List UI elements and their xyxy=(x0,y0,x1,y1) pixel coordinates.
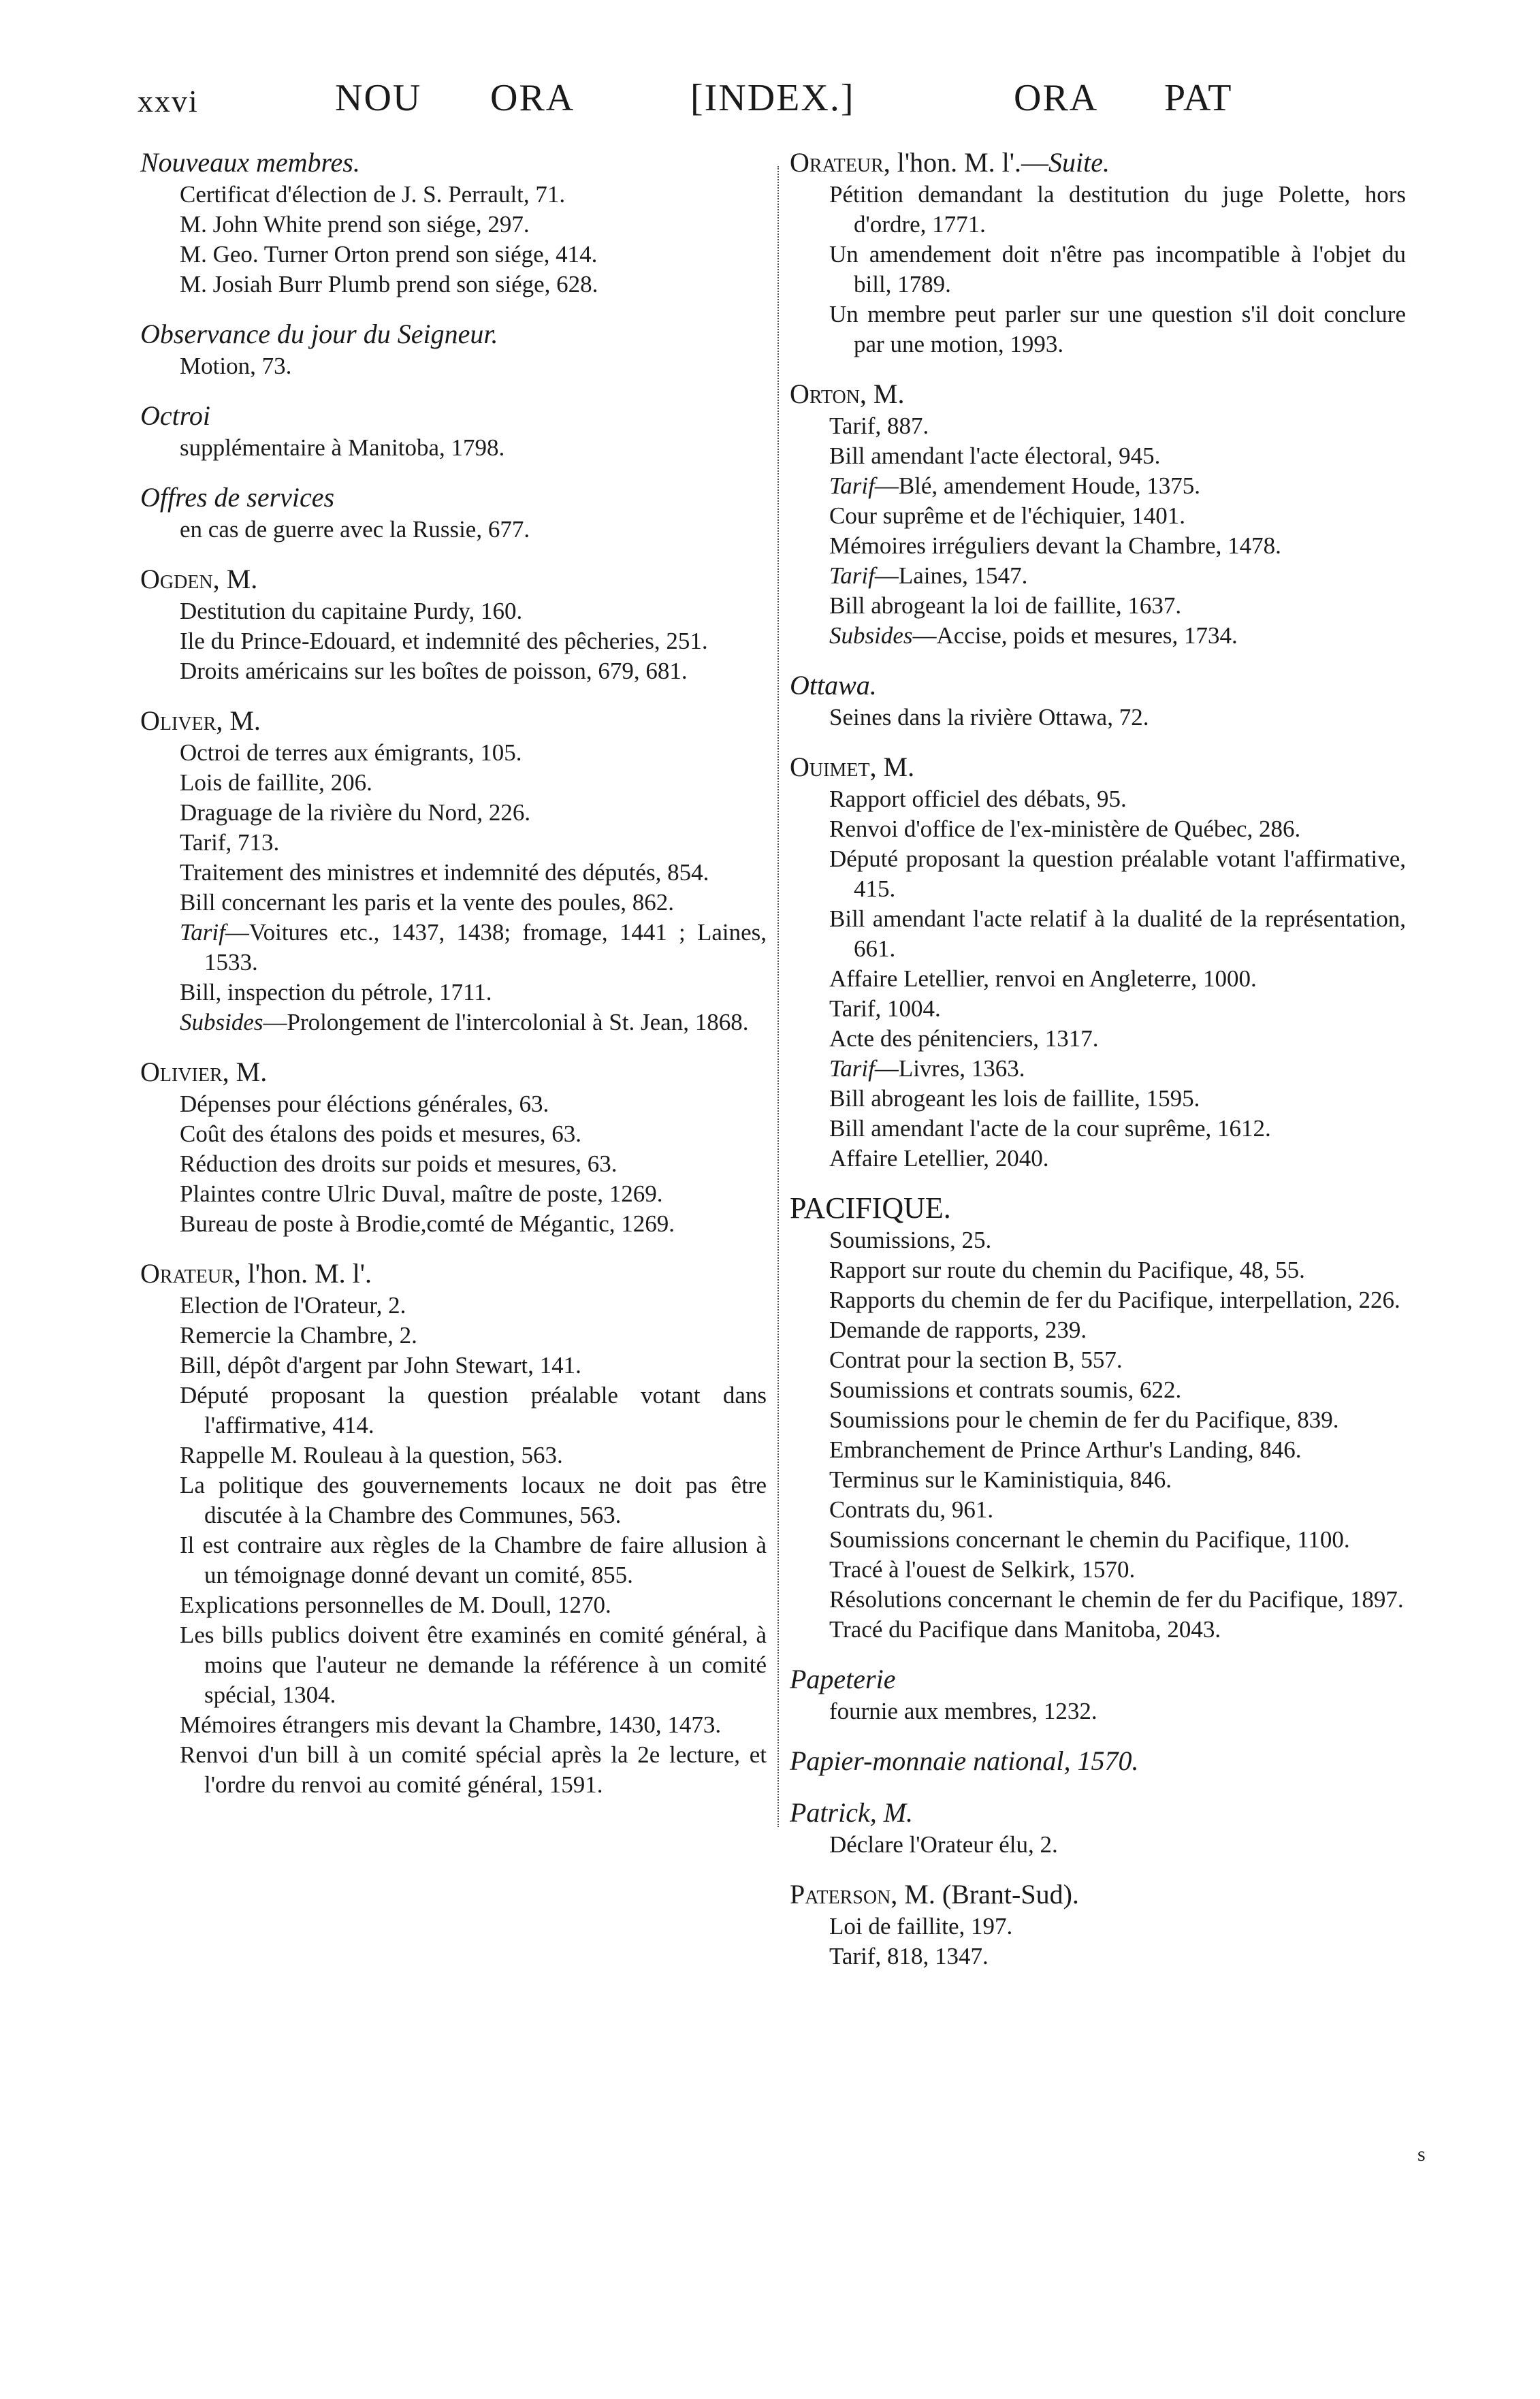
reference-label: Tarif xyxy=(829,562,875,589)
entry-heading-text: Orateur, xyxy=(140,1258,241,1289)
entry-reference: Coût des étalons des poids et mesures, 63. xyxy=(180,1121,582,1147)
index-entry-paterson xyxy=(790,1878,1406,1971)
entry-reference: Acte des pénitenciers, 1317. xyxy=(829,1025,1099,1052)
entry-reference: La politique des gouvernements locaux ne doit pas être discutée à la Chambre des Communes, 563. xyxy=(180,1472,767,1528)
entry-heading xyxy=(140,704,767,738)
entry-heading xyxy=(790,1796,1406,1830)
index-entry-patrick-m xyxy=(790,1796,1406,1860)
entry-heading-suffix: l'hon. M. l'.— xyxy=(890,147,1049,178)
entry-heading xyxy=(790,1662,1406,1696)
index-entry-offres-de-services xyxy=(140,481,767,545)
entry-reference: Remercie la Chambre, 2. xyxy=(180,1322,417,1349)
index-entry-ouimet-m xyxy=(790,750,1406,1174)
entry-reference: Embranchement de Prince Arthur's Landing, 846. xyxy=(829,1436,1302,1463)
page-header xyxy=(138,76,1377,138)
entry-reference: Résolutions concernant le chemin de fer du Pacifique, 1897. xyxy=(829,1586,1404,1613)
entry-reference: Bill abrogeant la loi de faillite, 1637. xyxy=(829,592,1182,619)
entry-reference: Tracé à l'ouest de Selkirk, 1570. xyxy=(829,1556,1136,1583)
entry-heading xyxy=(140,562,767,596)
entry-reference: Soumissions, 25. xyxy=(829,1227,992,1253)
entry-heading-text: Orateur, xyxy=(790,147,891,178)
entry-heading xyxy=(140,481,767,515)
entry-reference: Affaire Letellier, renvoi en Angleterre, 1000. xyxy=(829,965,1257,992)
index-entry-pacifique xyxy=(790,1191,1406,1645)
entry-reference xyxy=(790,1054,1406,1084)
entry-heading-text: Octroi xyxy=(140,400,210,431)
index-entry-ottawa xyxy=(790,669,1406,732)
entry-reference xyxy=(140,918,767,978)
entry-reference: Motion, 73. xyxy=(180,353,292,379)
entry-reference: Renvoi d'office de l'ex-ministère de Québec, 286. xyxy=(829,816,1301,842)
index-entry-orton-m xyxy=(790,377,1406,651)
entry-reference: Contrat pour la section B, 557. xyxy=(829,1347,1123,1373)
reference-label: Tarif xyxy=(180,919,225,946)
entry-heading-text: Offres de services xyxy=(140,482,335,513)
entry-reference: Il est contraire aux règles de la Chambre de faire allusion à un témoignage donné devant un comité, 855. xyxy=(180,1532,767,1588)
entry-heading xyxy=(140,399,767,433)
page-number: xxvi xyxy=(138,84,199,118)
entry-reference: Un amendement doit n'être pas incompatible à l'objet du bill, 1789. xyxy=(829,241,1406,297)
index-entry-orateur xyxy=(790,146,1406,359)
index-entry-oliver-m xyxy=(140,704,767,1037)
reference-text: —Blé, amendement Houde, 1375. xyxy=(874,472,1201,499)
entry-reference xyxy=(790,621,1406,651)
entry-heading xyxy=(790,146,1406,180)
guide-word-right-1: ORA xyxy=(1014,77,1099,119)
entry-reference: Mémoires étrangers mis devant la Chambre, 1430, 1473. xyxy=(180,1711,722,1738)
entry-reference xyxy=(790,471,1406,501)
entry-reference: Droits américains sur les boîtes de poisson, 679, 681. xyxy=(180,658,688,684)
entry-reference: Plaintes contre Ulric Duval, maître de poste, 1269. xyxy=(180,1180,663,1207)
entry-reference: Election de l'Orateur, 2. xyxy=(180,1292,406,1319)
entry-reference: Tarif, 887. xyxy=(829,413,929,439)
entry-reference: M. John White prend son siége, 297. xyxy=(180,211,530,238)
entry-reference: Député proposant la question préalable votant dans l'affirmative, 414. xyxy=(180,1382,767,1438)
entry-heading-suffix: M. (Brant-Sud). xyxy=(897,1879,1079,1910)
entry-heading-text: Oliver, M. xyxy=(140,705,261,736)
entry-reference: Un membre peut parler sur une question s'il doit conclure par une motion, 1993. xyxy=(829,301,1406,357)
index-entry-papeterie xyxy=(790,1662,1406,1726)
entry-reference: Bill, dépôt d'argent par John Stewart, 141. xyxy=(180,1352,581,1379)
entry-reference: Tracé du Pacifique dans Manitoba, 2043. xyxy=(829,1616,1221,1643)
index-entry-olivier-m xyxy=(140,1055,767,1239)
entry-reference xyxy=(790,561,1406,591)
entry-reference: Traitement des ministres et indemnité des députés, 854. xyxy=(180,859,709,886)
entry-reference: Bureau de poste à Brodie,comté de Mégantic, 1269. xyxy=(180,1210,675,1237)
index-entry-ogden-m xyxy=(140,562,767,686)
entry-heading-text: PACIFIQUE. xyxy=(790,1191,951,1225)
reference-text: —Voitures etc., 1437, 1438; fromage, 1441 ; Laines, 1533. xyxy=(204,919,767,976)
entry-heading xyxy=(140,146,767,180)
entry-reference: Rapport sur route du chemin du Pacifique, 48, 55. xyxy=(829,1257,1305,1283)
reference-label: Subsides xyxy=(829,622,913,649)
entry-reference: Explications personnelles de M. Doull, 1270. xyxy=(180,1592,611,1618)
reference-text: —Accise, poids et mesures, 1734. xyxy=(912,622,1238,649)
entry-heading xyxy=(140,1257,767,1291)
reference-text: —Livres, 1363. xyxy=(874,1055,1025,1082)
entry-reference: Cour suprême et de l'échiquier, 1401. xyxy=(829,502,1185,529)
entry-reference: Destitution du capitaine Purdy, 160. xyxy=(180,598,523,624)
entry-heading-text: Olivier, M. xyxy=(140,1057,268,1087)
entry-reference: Rapports du chemin de fer du Pacifique, interpellation, 226. xyxy=(829,1287,1400,1313)
entry-reference: Soumissions concernant le chemin du Pacifique, 1100. xyxy=(829,1526,1350,1553)
entry-reference: Lois de faillite, 206. xyxy=(180,769,372,796)
entry-heading-text: Paterson, xyxy=(790,1879,898,1910)
margin-mark: s xyxy=(1417,2143,1426,2165)
entry-reference: Bill amendant l'acte de la cour suprême, 1612. xyxy=(829,1115,1271,1142)
entry-reference: Demande de rapports, 239. xyxy=(829,1317,1087,1343)
entry-reference: Rappelle M. Rouleau à la question, 563. xyxy=(180,1442,563,1468)
entry-reference: supplémentaire à Manitoba, 1798. xyxy=(180,434,505,461)
index-entry-observance-du-jour-du-seigneur xyxy=(140,317,767,381)
entry-heading-text: Ogden, M. xyxy=(140,564,258,594)
left-column xyxy=(140,146,767,1818)
index-columns xyxy=(0,146,1540,2365)
entry-reference: Seines dans la rivière Ottawa, 72. xyxy=(829,704,1149,730)
entry-reference: Les bills publics doivent être examinés en comité général, à moins que l'auteur ne demande la référence à un comité spécial, 1304. xyxy=(180,1622,767,1708)
entry-reference: en cas de guerre avec la Russie, 677. xyxy=(180,516,530,543)
entry-reference: Draguage de la rivière du Nord, 226. xyxy=(180,799,531,826)
entry-reference: Tarif, 818, 1347. xyxy=(829,1943,989,1969)
entry-reference: M. Josiah Burr Plumb prend son siége, 628. xyxy=(180,271,598,297)
reference-text: —Laines, 1547. xyxy=(874,562,1028,589)
entry-heading xyxy=(790,1878,1406,1912)
column-divider xyxy=(777,166,779,1827)
index-entry-nouveaux-membres xyxy=(140,146,767,300)
entry-reference: Soumissions pour le chemin de fer du Pacifique, 839. xyxy=(829,1406,1339,1433)
entry-reference: Soumissions et contrats soumis, 622. xyxy=(829,1376,1182,1403)
entry-heading xyxy=(140,317,767,351)
entry-heading xyxy=(790,669,1406,703)
entry-heading xyxy=(790,377,1406,411)
entry-heading-text: Patrick, M. xyxy=(790,1797,914,1828)
entry-reference: Tarif, 1004. xyxy=(829,995,941,1022)
entry-reference: M. Geo. Turner Orton prend son siége, 414. xyxy=(180,241,598,268)
right-column xyxy=(790,146,1406,1989)
entry-reference: Réduction des droits sur poids et mesures, 63. xyxy=(180,1150,617,1177)
entry-reference: Bill abrogeant les lois de faillite, 1595. xyxy=(829,1085,1200,1112)
entry-heading xyxy=(140,1055,767,1089)
entry-reference: Bill, inspection du pétrole, 1711. xyxy=(180,979,492,1005)
entry-heading xyxy=(790,750,1406,784)
entry-heading xyxy=(790,1744,1406,1778)
entry-reference: Député proposant la question préalable votant l'affirmative, 415. xyxy=(829,846,1406,902)
entry-reference: Mémoires irréguliers devant la Chambre, 1478. xyxy=(829,532,1281,559)
entry-reference: Rapport officiel des débats, 95. xyxy=(829,786,1127,812)
entry-heading-suffix: l'hon. M. l'. xyxy=(240,1258,372,1289)
index-entry-octroi xyxy=(140,399,767,463)
guide-word-left-2: ORA xyxy=(490,77,575,119)
guide-word-right-2: PAT xyxy=(1164,77,1233,119)
entry-reference: Affaire Letellier, 2040. xyxy=(829,1145,1049,1172)
entry-reference: Certificat d'élection de J. S. Perrault, 71. xyxy=(180,181,566,208)
entry-reference: Ile du Prince-Edouard, et indemnité des pêcheries, 251. xyxy=(180,628,708,654)
entry-heading-text: Ottawa. xyxy=(790,670,877,701)
entry-reference: Bill amendant l'acte électoral, 945. xyxy=(829,442,1161,469)
entry-reference: Octroi de terres aux émigrants, 105. xyxy=(180,739,522,766)
entry-reference: Tarif, 713. xyxy=(180,829,280,856)
entry-heading-text: Nouveaux membres. xyxy=(140,147,360,178)
guide-word-left-1: NOU xyxy=(335,77,422,119)
entry-reference: Pétition demandant la destitution du juge Polette, hors d'ordre, 1771. xyxy=(829,181,1406,238)
entry-heading-text: Ouimet, M. xyxy=(790,752,915,782)
entry-reference: fournie aux membres, 1232. xyxy=(829,1698,1097,1724)
entry-reference: Loi de faillite, 197. xyxy=(829,1913,1013,1939)
entry-heading-text: Orton, M. xyxy=(790,379,905,409)
index-label: [INDEX.] xyxy=(690,77,855,119)
reference-text: —Prolongement de l'intercolonial à St. Jean, 1868. xyxy=(263,1009,749,1035)
index-entry-orateur xyxy=(140,1257,767,1800)
entry-reference: Déclare l'Orateur élu, 2. xyxy=(829,1831,1058,1858)
entry-heading-text: Papeterie xyxy=(790,1664,896,1694)
entry-heading-text: Observance du jour du Seigneur. xyxy=(140,319,498,349)
entry-reference: Bill amendant l'acte relatif à la dualité de la représentation, 661. xyxy=(829,905,1406,962)
entry-reference: Renvoi d'un bill à un comité spécial après la 2e lecture, et l'ordre du renvoi au comité général, 1591. xyxy=(180,1741,767,1798)
entry-heading-continuation: Suite. xyxy=(1048,147,1110,178)
entry-reference: Bill concernant les paris et la vente des poules, 862. xyxy=(180,889,675,916)
reference-label: Subsides xyxy=(180,1009,263,1035)
reference-label: Tarif xyxy=(829,472,875,499)
entry-reference: Terminus sur le Kaministiquia, 846. xyxy=(829,1466,1172,1493)
entry-heading-text: Papier-monnaie national, 1570. xyxy=(790,1745,1139,1776)
entry-reference xyxy=(140,1008,767,1037)
entry-reference: Contrats du, 961. xyxy=(829,1496,994,1523)
entry-reference: Dépenses pour éléctions générales, 63. xyxy=(180,1091,549,1117)
entry-heading xyxy=(790,1191,1406,1225)
reference-label: Tarif xyxy=(829,1055,875,1082)
index-entry-papier-monnaie-national-1570 xyxy=(790,1744,1406,1778)
